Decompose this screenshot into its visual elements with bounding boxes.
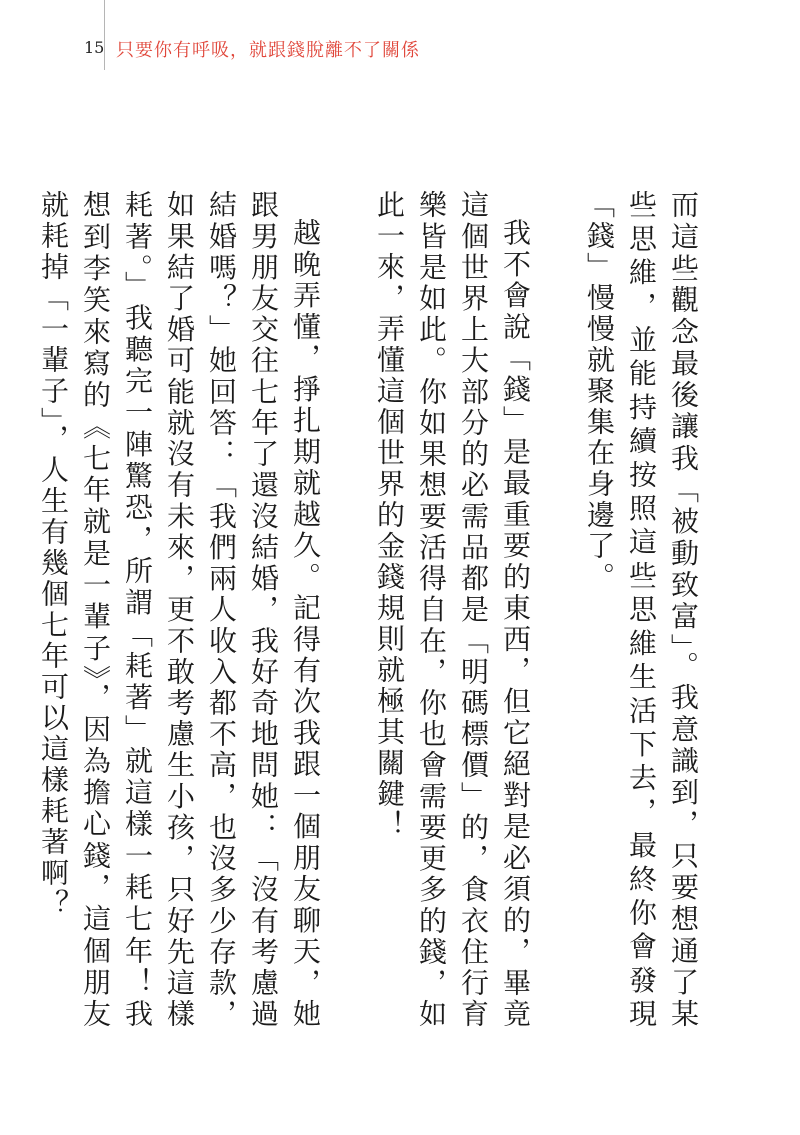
paragraph-3: 越晚弄懂，掙扎期就越久。記得有次我跟一個朋友聊天，她跟男朋友交往七年了還沒結婚，我好奇地問她：「沒有考慮過結婚嗎？」她回答：「我們兩人收入都不高，也沒多少存款，如果結了婚可能就沒有未來，更不敢考慮生小孩，只好先這樣耗著。」我聽完一陣驚恐，所謂「耗著」就這樣一耗七年！我想到李笑來寫的《七年就是一輩子》，因為擔心錢，這個朋友就耗掉「一輩子」，人生有幾個七年可以這樣耗著啊？ [37, 190, 322, 1030]
paragraph-2: 我不會說「錢」是最重要的東西，但它絕對是必須的，畢竟這個世界上大部分的必需品都是「明碼標價」的，食衣住行育樂皆是如此。你如果想要活得自在，你也會需要更多的錢，如此一來，弄懂這個世界的金錢規則就極其關鍵！ [373, 190, 532, 1030]
body-text [37, 190, 704, 1030]
header-divider [104, 0, 105, 70]
page-number: 15 [84, 38, 105, 57]
running-title: 只要你有呼吸，就跟錢脫離不了關係 [116, 40, 420, 61]
paragraph-1: 而這些觀念最後讓我「被動致富」。我意識到，只要想通了某些思維，並能持續按照這些思維生活下去，最終你會發現「錢」慢慢就聚集在身邊了。 [583, 190, 700, 1030]
